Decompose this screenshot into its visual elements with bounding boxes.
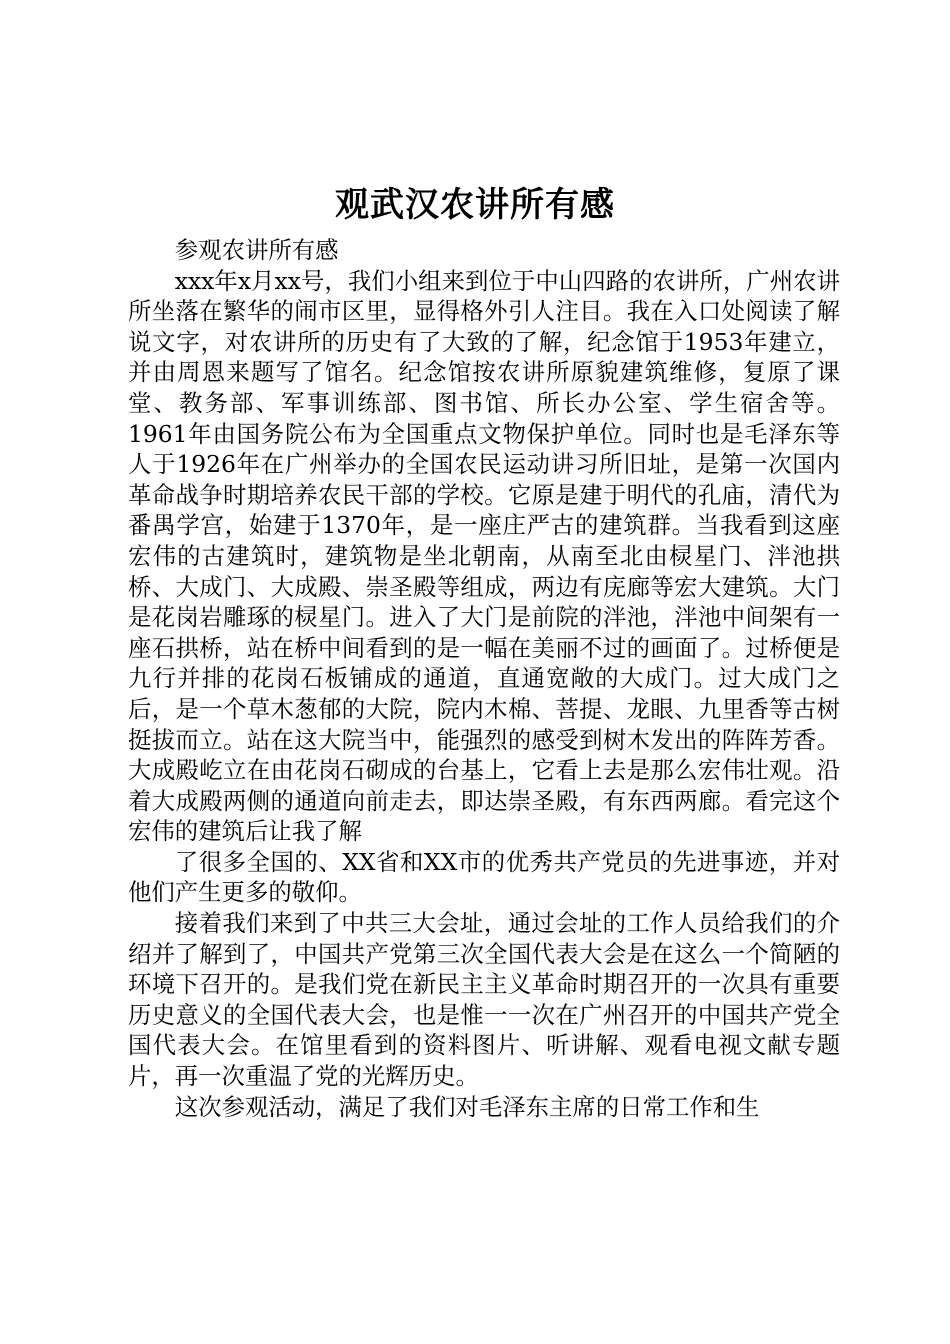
paragraph-2: 了很多全国的、XX省和XX市的优秀共产党员的先进事迹，并对他们产生更多的敬仰。	[128, 847, 840, 907]
paragraph-4: 这次参观活动，满足了我们对毛泽东主席的日常工作和生	[174, 1092, 760, 1121]
document-title: 观武汉农讲所有感	[335, 185, 615, 225]
paragraph-subtitle: 参观农讲所有感	[174, 236, 339, 264]
paragraph-1: xxx年x月xx号，我们小组来到位于中山四路的农讲所，广州农讲所坐落在繁华的闹市区里，显得格外引人注目。我在入口处阅读了解说文字，对农讲所的历史有了大致的了解，纪念馆于1953年建立，并由周恩来题写了馆名。纪念馆按农讲所原貌建筑维修，复原了课堂、教务部、军事训练部、图书馆、所长办公室、学生宿舍等。1961年由国务院公布为全国重点文物保护单位。同时也是毛泽东等人于1926年在广州举办的全国农民运动讲习所旧址，是第一次国内革命战争时期培养农民干部的学校。它原是建于明代的孔庙，清代为番禺学宫，始建于1370年，是一座庄严古的建筑群。当我看到这座宏伟的古建筑时，建筑物是坐北朝南，从南至北由棂星门、泮池拱桥、大成门、大成殿、崇圣殿等组成，两边有庑廊等宏大建筑。大门是花岗岩雕琢的棂星门。进入了大门是前院的泮池，泮池中间架有一座石拱桥，站在桥中间看到的是一幅在美丽不过的画面了。过桥便是九行并排的花岗石板铺成的通道，直通宽敞的大成门。过大成门之后，是一个草木葱郁的大院，院内木棉、菩提、龙眼、九里香等古树挺拔而立。站在这大院当中，能强烈的感受到树木发出的阵阵芳香。大成殿屹立在由花岗石砌成的台基上，它看上去是那么宏伟壮观。沿着大成殿两侧的通道向前走去，即达崇圣殿，有东西两廊。看完这个宏伟的建筑后让我了解	[128, 266, 840, 846]
paragraph-3: 接着我们来到了中共三大会址，通过会址的工作人员给我们的介绍并了解到了，中国共产党第三次全国代表大会是在这么一个简陋的环境下召开的。是我们党在新民主主义革命时期召开的一次具有重要历史意义的全国代表大会，也是惟一一次在广州召开的中国共产党全国代表大会。在馆里看到的资料图片、听讲解、观看电视文献专题片，再一次重温了党的光辉历史。	[128, 909, 840, 1091]
document-body	[128, 235, 840, 1122]
